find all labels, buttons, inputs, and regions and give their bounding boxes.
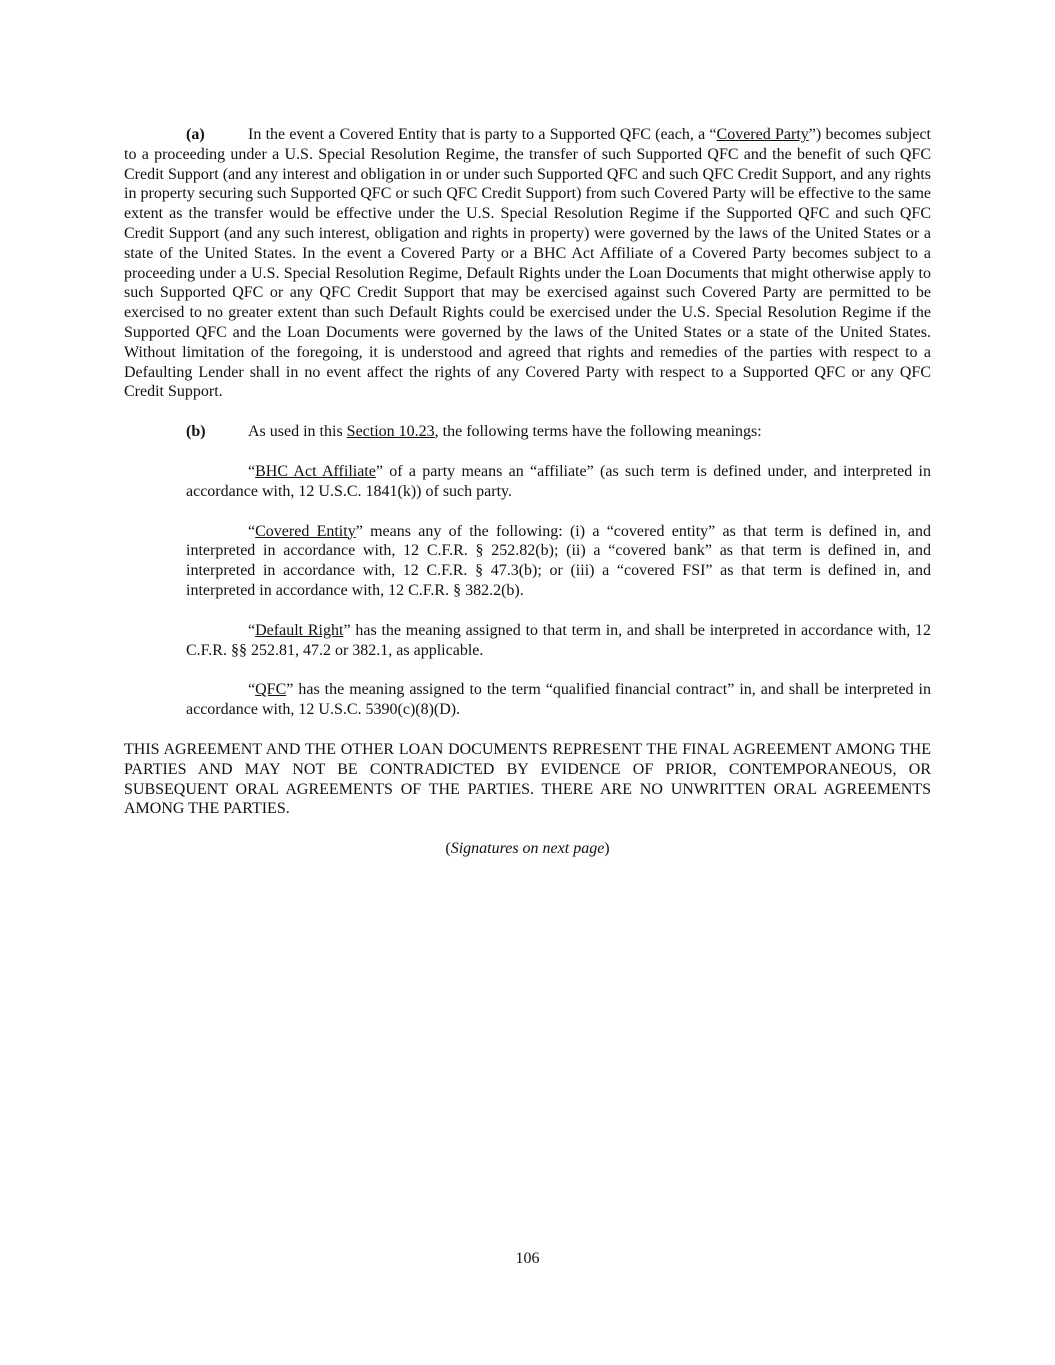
section-a-text-body: ”) becomes subject to a proceeding under a U.S. Special Resolution Regime, the transfer of such Supported QFC and the benefit of such QFC Credit Support (and any interest and obligation in or under such Supported QFC and such QFC Credit Support, and any rights in property securing such Supported QFC or such QFC Credit Support) from such Covered Party will be effective to the same extent as the transfer would be effective under the U.S. Special Resolution Regime if the Supported QFC and such QFC Credit Support (and any such interest, obligation and rights in property) were governed by the laws of the United States or a state of the United States. In the event a Covered Party or a BHC Act Affiliate of a Covered Party becomes subject to a proceeding under a U.S. Special Resolution Regime, Default Rights under the Loan Documents that might otherwise apply to such Supported QFC or any QFC Credit Support that may be exercised against such Covered Party are permitted to be exercised to no greater extent than such Default Rights could be exercised under the U.S. Special Resolution Regime if the Supported QFC and the Loan Documents were governed by the laws of the United States or a state of the United States. Without limitation of the foregoing, it is understood and agreed that rights and remedies of the parties with respect to a Defaulting Lender shall in no event affect the rights of any Covered Party with respect to a Supported QFC or any QFC Credit Support.	[124, 126, 931, 401]
page-number: 106	[515, 1250, 540, 1267]
definition-text: ” has the meaning assigned to the term “qualified financial contract” in, and shall be interpreted in accordance with, 12 U.S.C. 5390(c)(8)(D).	[186, 681, 931, 719]
definition-text: ” has the meaning assigned to that term in, and shall be interpreted in accordance with, 12 C.F.R. §§ 252.81, 47.2 or 382.1, as applicable.	[186, 621, 932, 659]
section-b-text-end: , the following terms have the following meanings:	[434, 423, 762, 441]
section-reference-link[interactable]: Section 10.23	[346, 423, 435, 441]
definition-bhc-act-affiliate	[186, 462, 931, 502]
signature-note-text: Signatures on next page	[450, 840, 605, 858]
section-a-paragraph	[124, 125, 931, 402]
section-b-label: (b)	[186, 423, 206, 441]
section-b-paragraph	[124, 422, 931, 442]
section-a-text-start: In the event a Covered Entity that is party to a Supported QFC (each, a “	[248, 126, 717, 143]
section-b-text-start: As used in this	[248, 423, 347, 441]
definition-open-quote: “	[248, 621, 256, 639]
signature-note-close: )	[604, 840, 610, 858]
definition-term: QFC	[255, 681, 287, 699]
signature-note-open: (	[445, 840, 451, 858]
document-page	[124, 125, 931, 859]
definition-term: Default Right	[255, 621, 344, 639]
definition-open-quote: “	[248, 522, 256, 540]
definition-open-quote: “	[248, 681, 256, 699]
definition-text: ” of a party means an “affiliate” (as such term is defined under, and interpreted in accordance with, 12 U.S.C. 1841(k)) of such party.	[186, 462, 932, 500]
definition-text: ” means any of the following: (i) a “covered entity” as that term is defined in, and interpreted in accordance with, 12 C.F.R. § 252.82(b); (ii) a “covered bank” as that term is defined in, and interpreted in accordance with, 12 C.F.R. § 47.3(b); or (iii) a “covered FSI” as that term is defined in, and interpreted in accordance with, 12 C.F.R. § 382.2(b).	[186, 522, 932, 599]
definition-open-quote: “	[248, 462, 256, 480]
final-agreement-clause: THIS AGREEMENT AND THE OTHER LOAN DOCUMENTS REPRESENT THE FINAL AGREEMENT AMONG THE PARTIES AND MAY NOT BE CONTRADICTED BY EVIDENCE OF PRIOR, CONTEMPORANEOUS, OR SUBSEQUENT ORAL AGREEMENTS OF THE PARTIES. THERE ARE NO UNWRITTEN ORAL AGREEMENTS AMONG THE PARTIES.	[124, 740, 931, 818]
definition-term: Covered Entity	[255, 522, 356, 540]
definition-default-right	[186, 621, 931, 661]
signature-note	[124, 839, 931, 859]
covered-party-term: Covered Party	[716, 126, 809, 143]
definition-term: BHC Act Affiliate	[255, 462, 376, 480]
definition-qfc	[186, 680, 931, 720]
section-a-label: (a)	[186, 126, 205, 143]
definition-covered-entity	[186, 522, 931, 601]
